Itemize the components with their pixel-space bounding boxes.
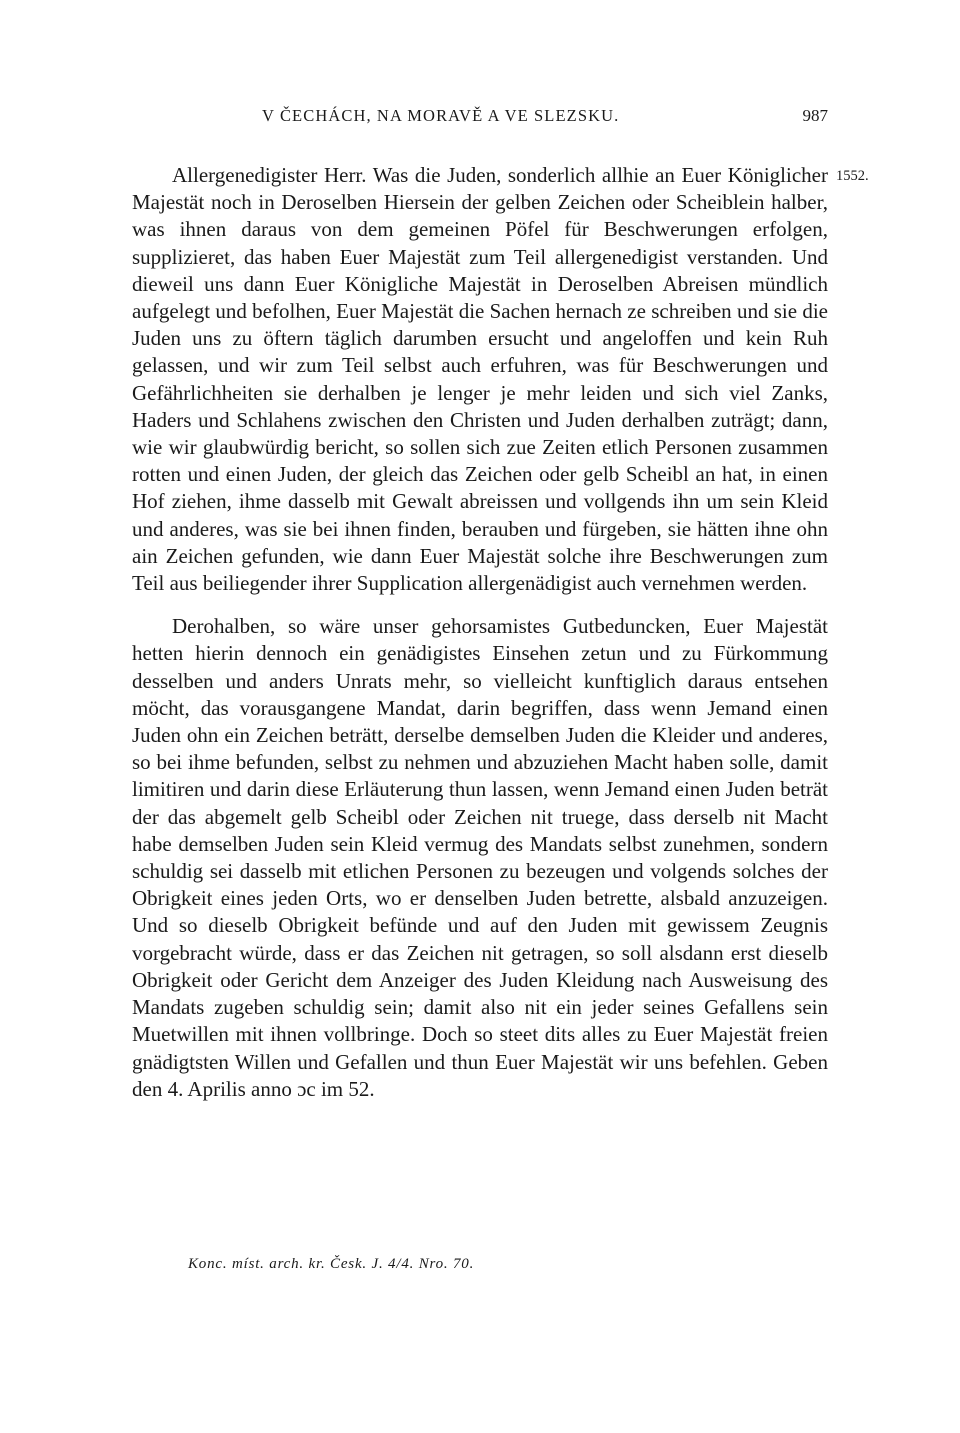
paragraph-2: Derohalben, so wäre unser gehorsamistes Gutbeduncken, Euer Majestät hetten hierin dennoch ein genädigistes Einsehen zetun und zu Fürkommung desselben und anders Unrats mehr, so vielleicht kunftiglich daraus entsehen möcht, das vorausgangene Mandat, darin begriffen, dass wenn Jemand einen Juden ohn ein Zeichen beträtt, derselbe demselben Juden die Kleider und anderes, so bei ihme befunden, selbst zu nehmen und abzuziehen Macht haben solle, damit limitiren und darin diese Erläuterung thun lassen, wenn Jemand einen Juden beträt der das abgemelt gelb Scheibl oder Zeichen nit truege, dass derselb nit Macht habe demselben Juden sein Kleid vermug des Mandats selbst zunehmen, sondern schuldig sei dasselb mit etlichen Personen zu bezeugen und volgends solches der Obrigkeit eines jeden Orts, wo er denselben Juden betrette, alsbald anzuzeigen. Und so dieselb Obrigkeit befünde und auf den Juden mit gewissem Zeugnis vorgebracht würde, dass er das Zeichen nit getragen, so soll alsdann erst dieselb Obrigkeit oder Gericht dem Anzeiger des Juden Kleidung nach Ausweisung des Mandats zugeben schuldig sein; damit also nit ein jeder seines Gefallens sein Muetwillen mit ihnen vollbringe. Doch so steet dits alles zu Euer Majestät freien gnädigtsten Willen und Gefallen und thun Euer Majestät wir uns befehlen. Geben den 4. Aprilis anno ɔc im 52. [132, 614, 828, 1101]
page-number: 987 [802, 106, 828, 125]
document-body [132, 162, 828, 1103]
running-title: V ČECHÁCH, NA MORAVĚ A VE SLEZSKU. [262, 106, 620, 125]
paragraph-1: Allergenedigister Herr. Was die Juden, sonderlich allhie an Euer Königlicher Majestät noch in Deroselben Hiersein der gelben Zeichen oder Scheiblein halber, was ihnen daraus von dem gemeinen Pöfel für Beschwerungen erfolgen, supplizieret, das haben Euer Majestät zum Teil allergenedigist verstanden. Und dieweil uns dann Euer Königliche Majestät in Deroselben Abreisen mündlich aufgelegt und befolhen, Euer Majestät die Sachen hernach ze schreiben und sie die Juden uns zu öftern täglich darumben ersucht und angeloffen und kein Ruh gelassen, und wir zum Teil selbst auch erfuhren, was für Beschwerungen und Gefährlichheiten sie derhalben je lenger je mehr leiden und sich viel Zanks, Haders und Schlahens zwischen den Christen und Juden derhalben zuträgt; dann, wie wir glaubwürdig bericht, so sollen sich zue Zeiten etlich Personen zusammen rotten und einen Juden, der gleich das Zeichen oder gelb Scheibl an hat, in einen Hof ziehen, ihme dasselb mit Gewalt abreissen und vollgends ihn um sein Kleid und anderes, was sie bei ihnen finden, berauben und fürgeben, sie hätten ihne ohn ain Zeichen gefunden, wie dann Euer Majestät solche ihre Beschwerungen zum Teil aus beiliegender ihrer Supplication allergenädigist auch vernehmen werden. [132, 163, 828, 596]
page-header [262, 106, 828, 130]
archive-citation: Konc. míst. arch. kr. Česk. J. 4/4. Nro. 70. [188, 1256, 475, 1272]
margin-year-note: 1552. [836, 168, 869, 184]
